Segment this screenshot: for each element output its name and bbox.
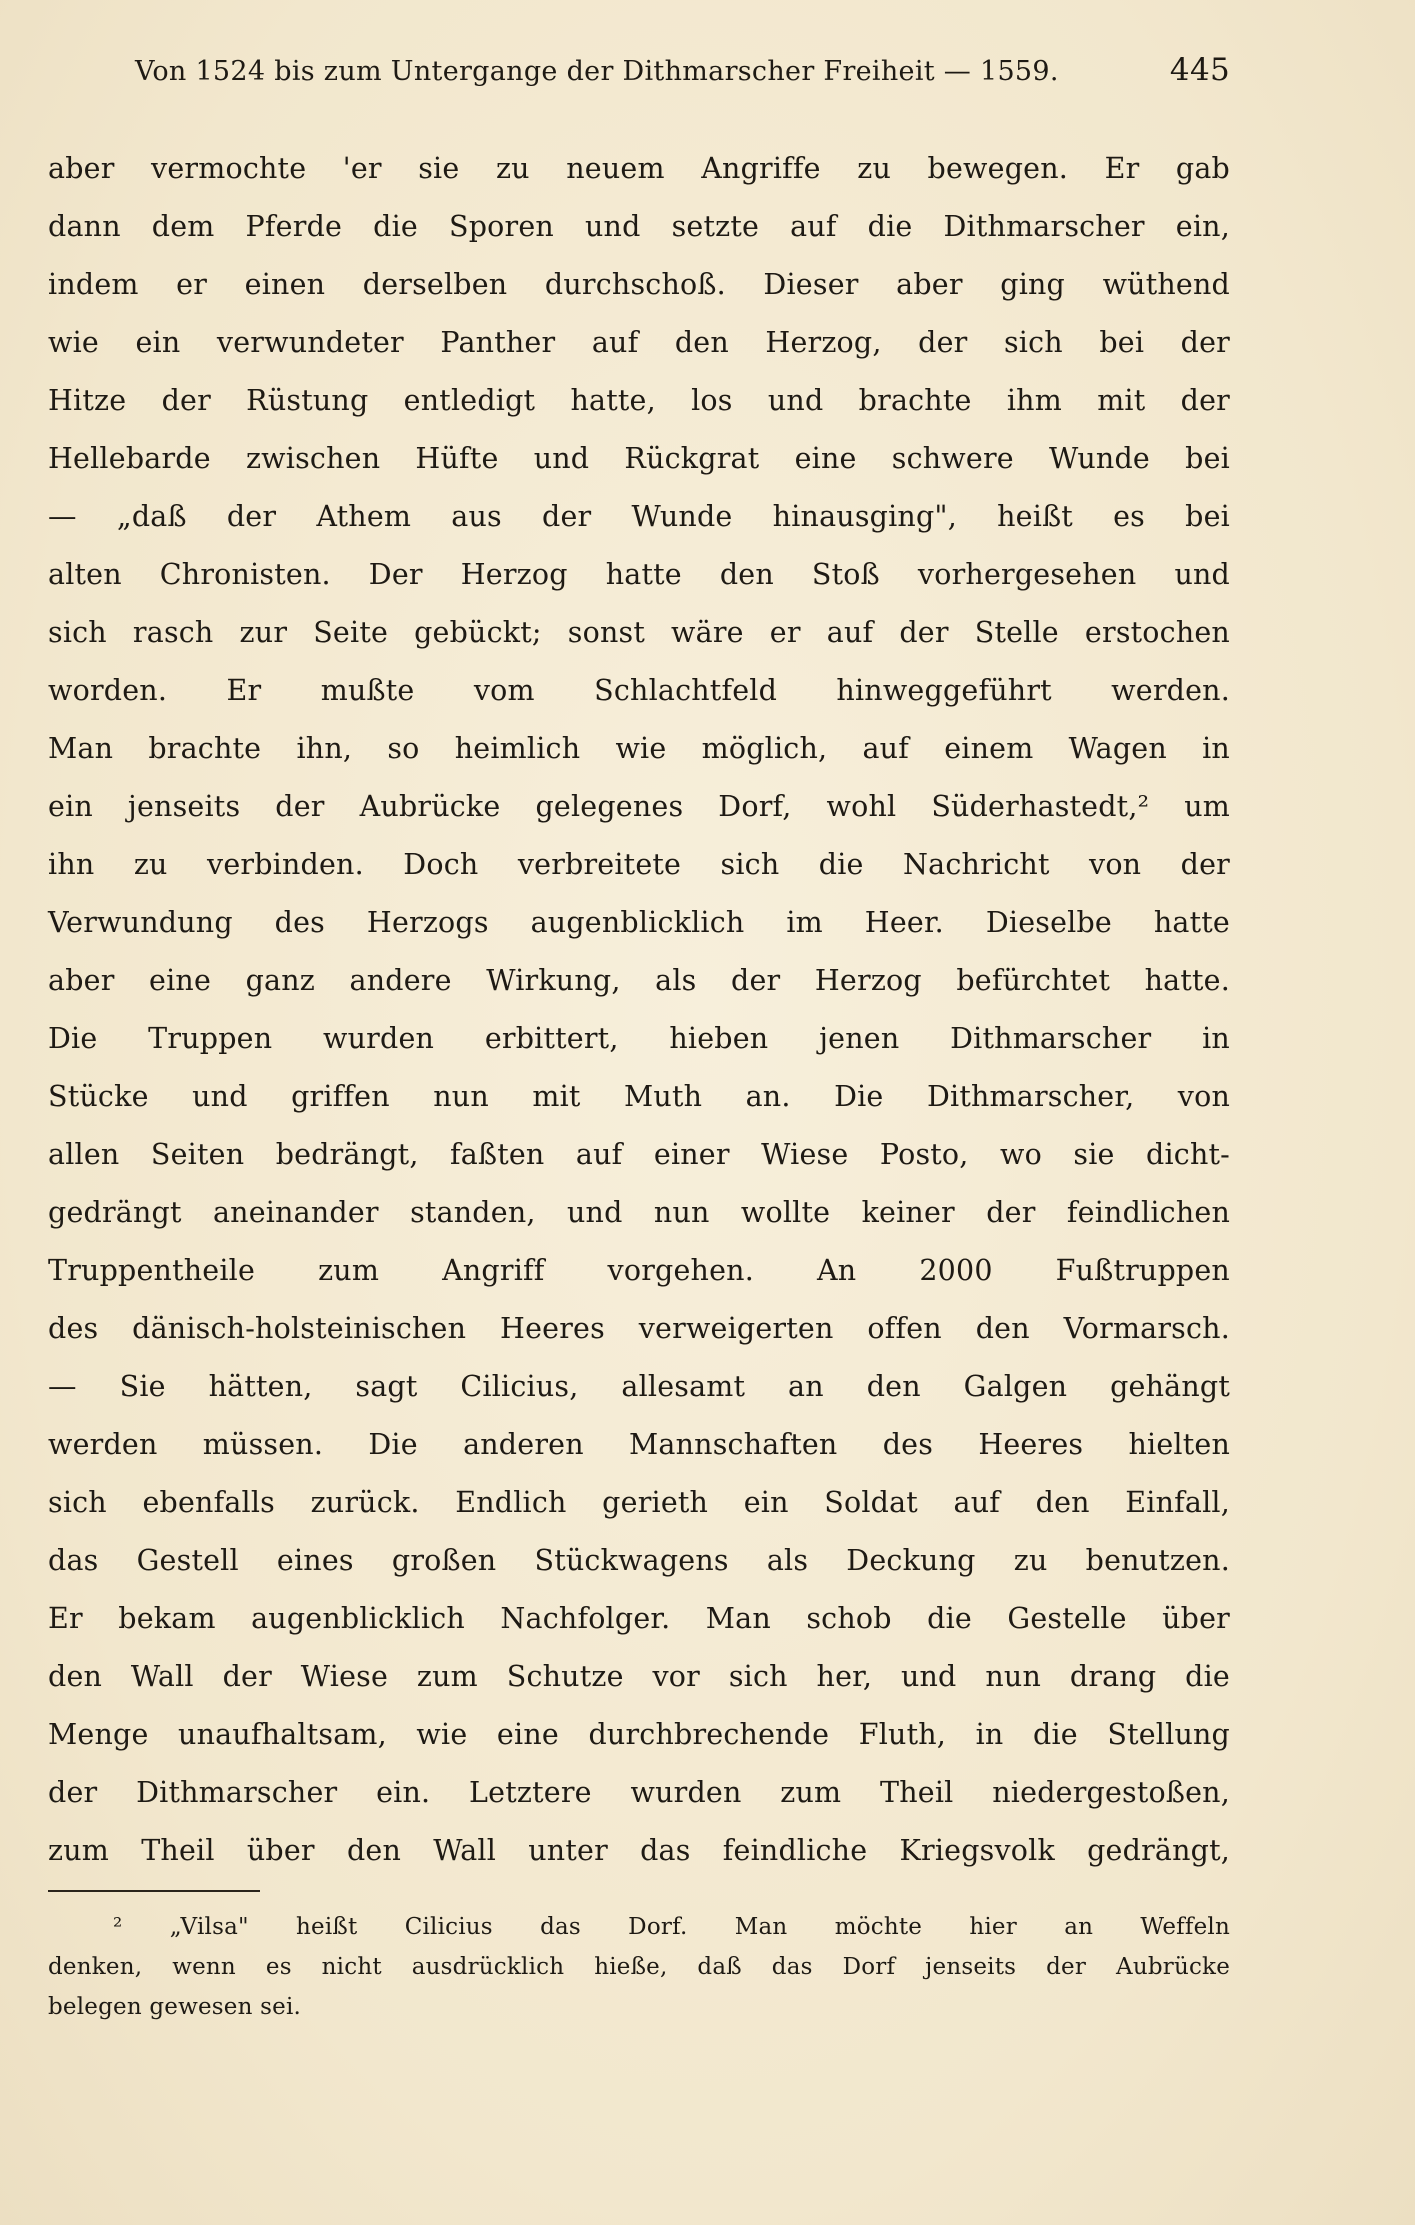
text-line: indem er einen derselben durchschoß. Dieser aber ging wüthend	[48, 268, 1230, 301]
text-line: sich rasch zur Seite gebückt; sonst wäre er auf der Stelle erstochen	[48, 616, 1230, 649]
text-line: zum Theil über den Wall unter das feindliche Kriegsvolk gedrängt,	[48, 1834, 1230, 1867]
running-title: Von 1524 bis zum Untergange der Dithmarscher Freiheit — 1559.	[135, 56, 1059, 87]
text-line: aber eine ganz andere Wirkung, als der Herzog befürchtet hatte.	[48, 964, 1230, 997]
text-line: gedrängt aneinander standen, und nun wollte keiner der feindlichen	[48, 1196, 1230, 1229]
text-line: Hellebarde zwischen Hüfte und Rückgrat eine schwere Wunde bei	[48, 442, 1230, 475]
text-line: den Wall der Wiese zum Schutze vor sich her, und nun drang die	[48, 1660, 1230, 1693]
text-line: wie ein verwundeter Panther auf den Herzog, der sich bei der	[48, 326, 1230, 359]
text-line: sich ebenfalls zurück. Endlich gerieth ein Soldat auf den Einfall,	[48, 1486, 1230, 1519]
text-line: des dänisch-holsteinischen Heeres verweigerten offen den Vormarsch.	[48, 1312, 1230, 1345]
text-line: das Gestell eines großen Stückwagens als Deckung zu benutzen.	[48, 1544, 1230, 1577]
main-text	[48, 140, 1230, 1880]
text-line: Hitze der Rüstung entledigt hatte, los und brachte ihm mit der	[48, 384, 1230, 417]
text-line: werden müssen. Die anderen Mannschaften des Heeres hielten	[48, 1428, 1230, 1461]
text-line: Er bekam augenblicklich Nachfolger. Man schob die Gestelle über	[48, 1602, 1230, 1635]
text-line: Die Truppen wurden erbittert, hieben jenen Dithmarscher in	[48, 1022, 1230, 1055]
text-line: dann dem Pferde die Sporen und setzte auf die Dithmarscher ein,	[48, 210, 1230, 243]
text-line: alten Chronisten. Der Herzog hatte den Stoß vorhergesehen und	[48, 558, 1230, 591]
footnote-line: ² „Vilsa" heißt Cilicius das Dorf. Man möchte hier an Weffeln	[113, 1914, 1230, 1940]
text-line: ein jenseits der Aubrücke gelegenes Dorf, wohl Süderhastedt,² um	[48, 790, 1230, 823]
text-line: der Dithmarscher ein. Letztere wurden zum Theil niedergestoßen,	[48, 1776, 1230, 1809]
text-line: allen Seiten bedrängt, faßten auf einer Wiese Posto, wo sie dicht-	[48, 1138, 1230, 1171]
text-line: worden. Er mußte vom Schlachtfeld hinweggeführt werden.	[48, 674, 1230, 707]
text-line: Stücke und griffen nun mit Muth an. Die Dithmarscher, von	[48, 1080, 1230, 1113]
text-line: — „daß der Athem aus der Wunde hinausging", heißt es bei	[48, 500, 1230, 533]
footnote-line: belegen gewesen sei.	[48, 1994, 302, 2020]
running-header	[135, 52, 1230, 88]
footnotes	[48, 1907, 1230, 2027]
text-line: ihn zu verbinden. Doch verbreitete sich die Nachricht von der	[48, 848, 1230, 881]
text-line: Verwundung des Herzogs augenblicklich im Heer. Dieselbe hatte	[48, 906, 1230, 939]
text-line: aber vermochte 'er sie zu neuem Angriffe zu bewegen. Er gab	[48, 152, 1230, 185]
text-line: — Sie hätten, sagt Cilicius, allesamt an den Galgen gehängt	[48, 1370, 1230, 1403]
page-number: 445	[1169, 52, 1230, 88]
text-line: Truppentheile zum Angriff vorgehen. An 2000 Fußtruppen	[48, 1254, 1230, 1287]
text-line: Man brachte ihn, so heimlich wie möglich, auf einem Wagen in	[48, 732, 1230, 765]
text-line: Menge unaufhaltsam, wie eine durchbrechende Fluth, in die Stellung	[48, 1718, 1230, 1751]
footnote-line: denken, wenn es nicht ausdrücklich hieße, daß das Dorf jenseits der Aubrücke	[48, 1954, 1230, 1980]
footnote-divider	[48, 1890, 260, 1892]
